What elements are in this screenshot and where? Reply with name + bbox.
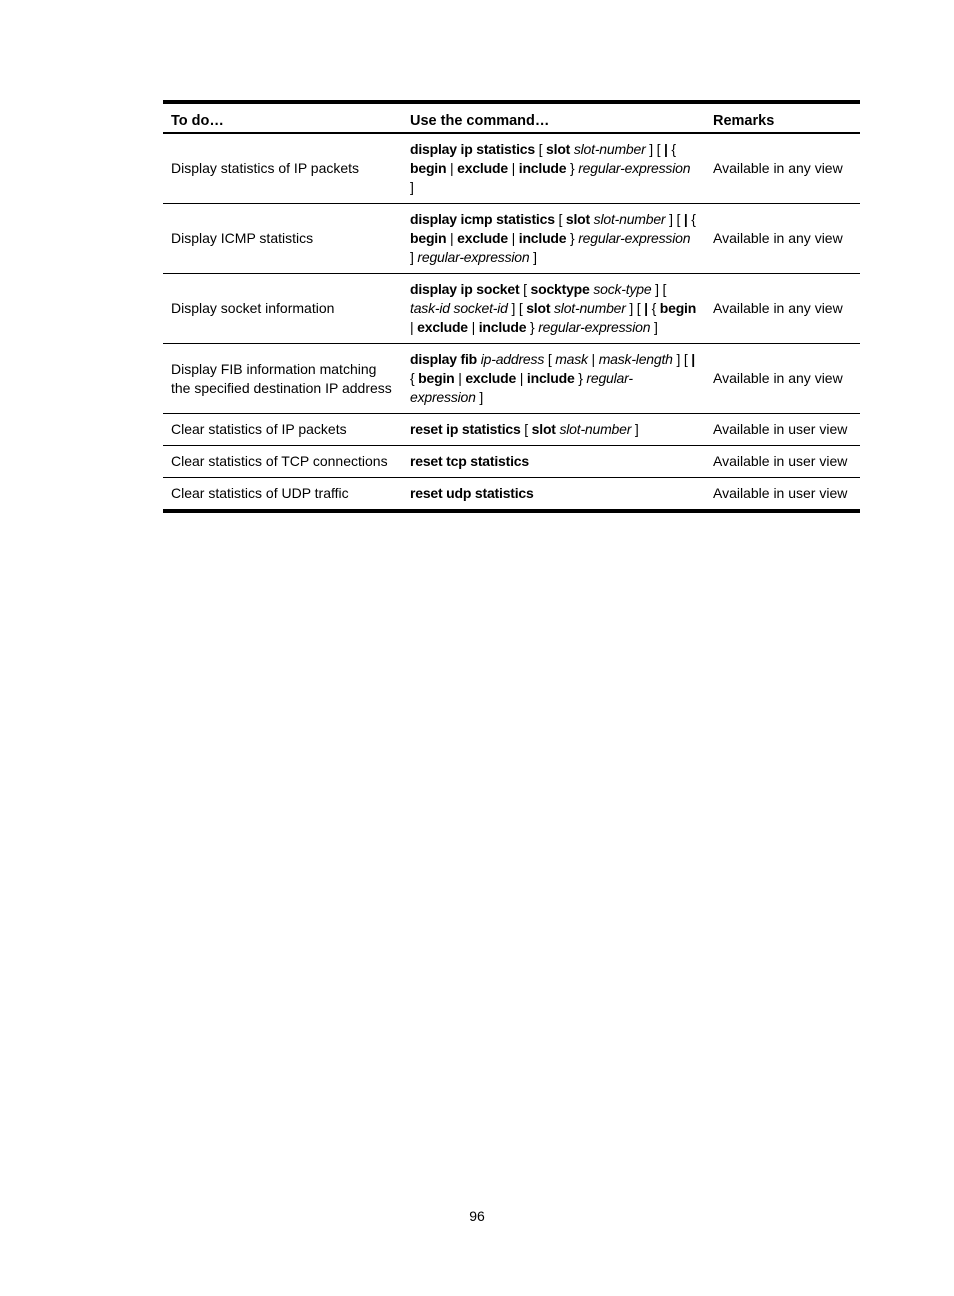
command-syntax: | — [410, 319, 418, 335]
command-keyword: reset udp statistics — [410, 485, 534, 501]
command-argument: mask-length — [598, 351, 673, 367]
task-cell: Display socket information — [163, 274, 402, 344]
command-keyword: | — [644, 300, 648, 316]
remarks-cell: Available in any view — [705, 133, 860, 204]
table-row — [163, 344, 860, 414]
command-cell — [402, 344, 705, 414]
header-remarks: Remarks — [705, 102, 860, 133]
command-keyword: slot — [526, 300, 551, 316]
command-syntax: ] — [650, 319, 658, 335]
command-syntax: ] — [475, 389, 484, 405]
command-syntax: | — [467, 319, 479, 335]
command-keyword: include — [518, 230, 567, 246]
command-argument: slot-number — [593, 211, 666, 227]
table-row — [163, 133, 860, 204]
command-keyword: slot — [546, 141, 571, 157]
command-syntax: } — [566, 230, 579, 246]
command-syntax: | — [454, 370, 466, 386]
command-keyword: | — [683, 211, 688, 227]
command-cell — [402, 446, 705, 478]
command-keyword: display fib — [410, 351, 478, 367]
command-syntax: { — [647, 300, 660, 316]
command-cell — [402, 414, 705, 446]
command-syntax: ] — [410, 249, 418, 265]
command-keyword: include — [518, 160, 567, 176]
remarks-cell: Available in any view — [705, 274, 860, 344]
command-syntax: [ — [544, 351, 556, 367]
command-keyword: begin — [659, 300, 697, 316]
command-syntax: | — [507, 160, 519, 176]
command-keyword: include — [478, 319, 527, 335]
task-cell: Clear statistics of UDP traffic — [171, 485, 349, 501]
command-syntax: | — [587, 351, 599, 367]
command-argument: slot-number — [554, 300, 626, 316]
command-keyword: exclude — [417, 319, 468, 335]
command-argument: slot-number — [559, 421, 632, 437]
command-argument: regular-expression — [578, 230, 691, 246]
command-argument: slot-number — [573, 141, 646, 157]
remarks-cell: Available in user view — [713, 485, 848, 501]
command-keyword: include — [526, 370, 575, 386]
command-argument: sock-type — [593, 281, 652, 297]
remarks-cell: Available in user view — [705, 446, 860, 478]
remarks-cell: Available in user view — [705, 414, 860, 446]
command-syntax: [ — [519, 281, 531, 297]
command-syntax: ] — [631, 421, 639, 437]
table-header — [163, 102, 860, 133]
command-argument: mask — [555, 351, 588, 367]
command-syntax: } — [526, 319, 539, 335]
command-keyword: exclude — [457, 160, 508, 176]
command-argument: ip-address — [480, 351, 545, 367]
task-cell: Clear statistics of TCP connections — [163, 446, 402, 478]
command-syntax: | — [446, 160, 458, 176]
command-argument: task-id socket-id — [410, 300, 508, 316]
command-syntax: [ — [534, 141, 547, 157]
command-syntax: { — [667, 141, 676, 157]
command-cell — [402, 478, 705, 512]
command-syntax: } — [574, 370, 587, 386]
task-cell: Display FIB information matching the specified destination IP address — [163, 344, 402, 414]
command-keyword: display icmp statistics — [410, 211, 555, 227]
page-number: 96 — [469, 1208, 485, 1224]
command-syntax: { — [687, 211, 696, 227]
command-syntax: [ — [520, 421, 532, 437]
command-syntax: ] [ — [651, 281, 667, 297]
command-keyword: reset tcp statistics — [410, 453, 529, 469]
command-keyword: socktype — [530, 281, 590, 297]
command-cell — [402, 274, 705, 344]
command-keyword: begin — [418, 370, 455, 386]
command-keyword: exclude — [457, 230, 508, 246]
table-row — [163, 274, 860, 344]
header-task: To do… — [163, 102, 402, 133]
command-syntax: | — [507, 230, 519, 246]
command-argument: regular-expression — [538, 319, 651, 335]
task-cell: Display ICMP statistics — [163, 204, 402, 274]
header-row — [163, 102, 860, 133]
command-syntax: ] [ — [672, 351, 692, 367]
command-keyword: begin — [410, 230, 447, 246]
command-syntax: | — [516, 370, 527, 386]
command-syntax: ] [ — [665, 211, 684, 227]
command-table — [163, 100, 860, 513]
command-keyword: begin — [410, 160, 447, 176]
remarks-cell: Available in any view — [705, 344, 860, 414]
remarks-cell: Available in any view — [705, 204, 860, 274]
command-keyword: slot — [531, 421, 556, 437]
command-syntax: | — [446, 230, 458, 246]
command-keyword: exclude — [465, 370, 517, 386]
command-keyword: reset ip statistics — [410, 421, 521, 437]
table-row — [163, 478, 860, 512]
command-syntax: [ — [554, 211, 566, 227]
table-row — [163, 414, 860, 446]
command-syntax: ] [ — [625, 300, 645, 316]
command-keyword: slot — [565, 211, 590, 227]
command-syntax: ] — [410, 179, 414, 195]
command-syntax: ] [ — [507, 300, 527, 316]
command-argument: regular-expression — [417, 249, 530, 265]
command-cell — [402, 204, 705, 274]
command-syntax: ] [ — [645, 141, 665, 157]
command-keyword: | — [664, 141, 668, 157]
header-command: Use the command… — [402, 102, 705, 133]
table-row — [163, 204, 860, 274]
command-keyword: | — [691, 351, 695, 367]
command-syntax: { — [410, 370, 419, 386]
command-syntax: } — [566, 160, 579, 176]
command-keyword: display ip socket — [410, 281, 520, 297]
command-cell — [402, 133, 705, 204]
table-body — [163, 133, 860, 511]
table-row — [163, 446, 860, 478]
command-syntax: ] — [529, 249, 537, 265]
task-cell: Clear statistics of IP packets — [163, 414, 402, 446]
command-argument: regular-expression — [578, 160, 691, 176]
command-keyword: display ip statistics — [410, 141, 535, 157]
task-cell: Display statistics of IP packets — [163, 133, 402, 204]
command-argument: regular-expression — [410, 370, 633, 405]
